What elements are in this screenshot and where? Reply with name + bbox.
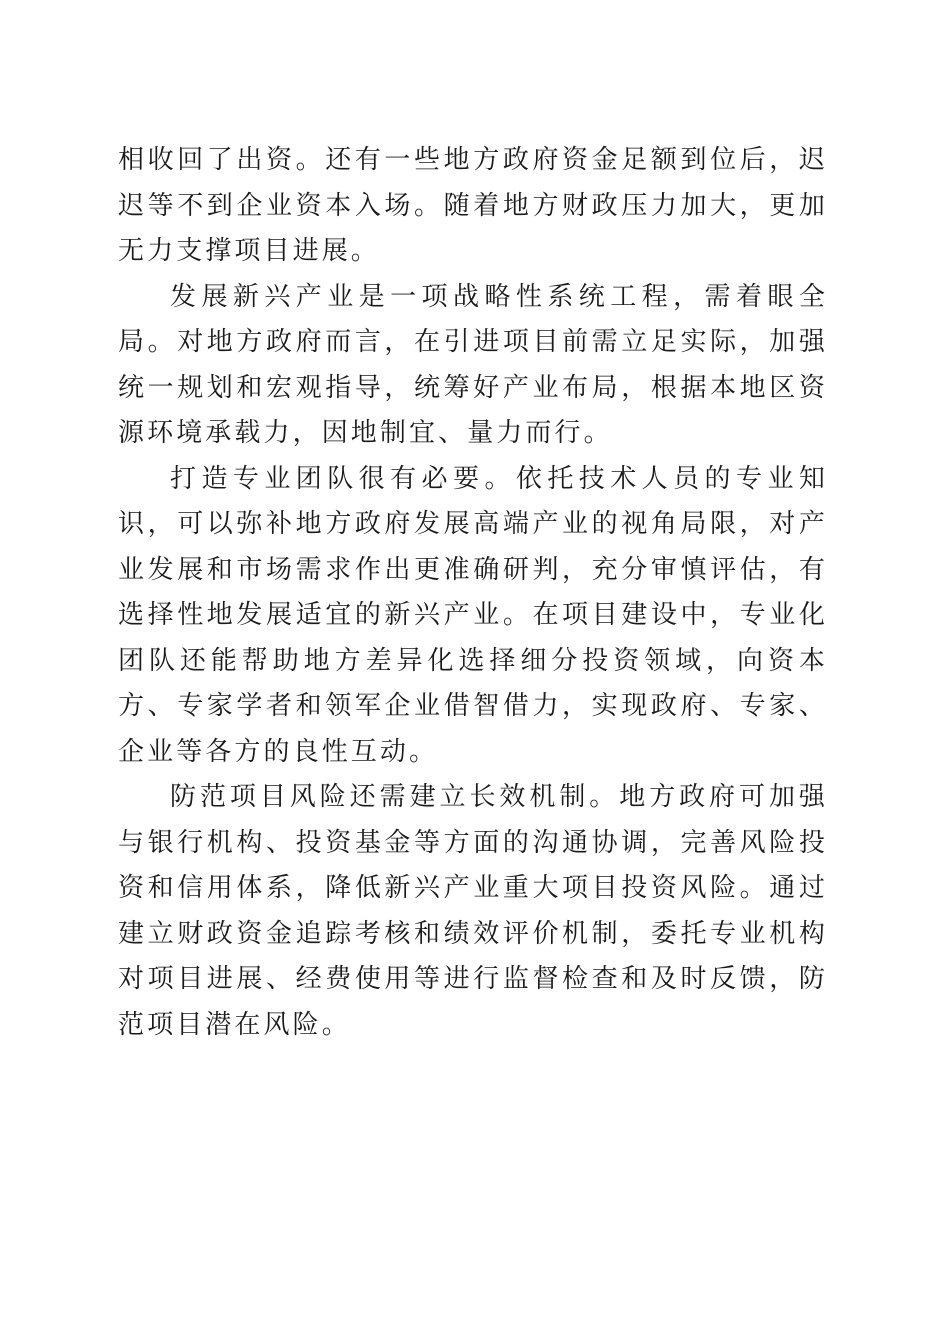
paragraph-2: 发展新兴产业是一项战略性系统工程，需着眼全局。对地方政府而言，在引进项目前需立足实际，加强统一规划和宏观指导，统筹好产业布局，根据本地区资源环境承载力，因地制宜、量力而行。: [118, 281, 828, 448]
paragraph-3: 打造专业团队很有必要。依托技术人员的专业知识，可以弥补地方政府发展高端产业的视角局限，对产业发展和市场需求作出更准确研判，充分审慎评估，有选择性地发展适宜的新兴产业。在项目建设中，专业化团队还能帮助地方差异化选择细分投资领域，向资本方、专家学者和领军企业借智借力，实现政府、专家、企业等各方的良性互动。: [118, 463, 828, 767]
article-body: [118, 138, 828, 1048]
paragraph-4: 防范项目风险还需建立长效机制。地方政府可加强与银行机构、投资基金等方面的沟通协调，完善风险投资和信用体系，降低新兴产业重大项目投资风险。通过建立财政资金追踪考核和绩效评价机制，委托专业机构对项目进展、经费使用等进行监督检查和及时反馈，防范项目潜在风险。: [118, 782, 828, 1040]
paragraph-1: 相收回了出资。还有一些地方政府资金足额到位后，迟迟等不到企业资本入场。随着地方财政压力加大，更加无力支撑项目进展。: [118, 145, 828, 266]
